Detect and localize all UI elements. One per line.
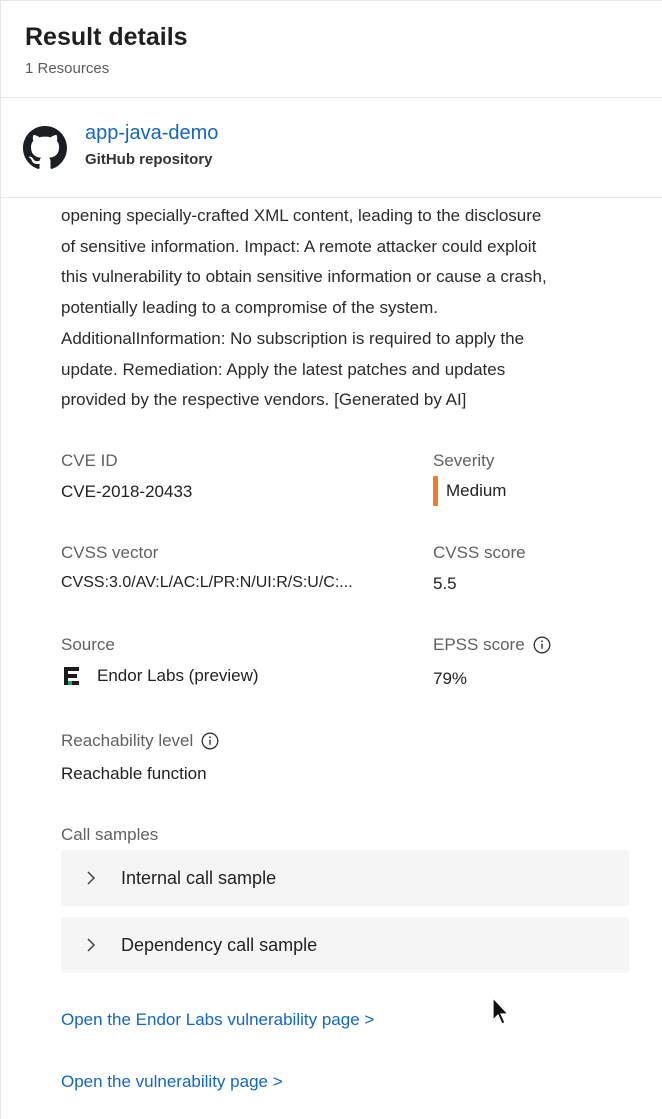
severity-value: [433, 476, 506, 506]
epss-score-label-row: [433, 635, 551, 655]
repository-type: GitHub repository: [85, 151, 213, 168]
vulnerability-page-link[interactable]: Open the vulnerability page >: [61, 1072, 283, 1091]
chevron-right-icon: [85, 870, 97, 886]
cvss-vector-value: CVSS:3.0/AV:L/AC:L/PR:N/UI:R/S:U/C:...: [61, 574, 353, 591]
source-text: Endor Labs (preview): [97, 666, 259, 685]
cvss-score-label: CVSS score: [433, 543, 526, 562]
github-icon: [23, 126, 67, 170]
resources-count: 1 Resources: [25, 60, 110, 77]
info-icon[interactable]: [201, 732, 219, 750]
chevron-right-icon: [85, 937, 97, 953]
panel-title: Result details: [25, 23, 188, 51]
reachability-label-row: [61, 731, 219, 751]
mouse-cursor-icon: [491, 997, 511, 1027]
cvss-score-value: 5.5: [433, 574, 457, 593]
cve-id-label: CVE ID: [61, 451, 118, 470]
severity-label: Severity: [433, 451, 495, 470]
endor-labs-vulnerability-link[interactable]: Open the Endor Labs vulnerability page >: [61, 1010, 375, 1029]
severity-indicator: [433, 476, 438, 506]
epss-score-value: 79%: [433, 669, 468, 688]
internal-call-sample-label: Internal call sample: [121, 867, 277, 888]
reachability-value: Reachable function: [61, 764, 207, 783]
epss-score-label: EPSS score: [433, 635, 525, 654]
dependency-call-sample-label: Dependency call sample: [121, 934, 318, 955]
repository-link[interactable]: app-java-demo: [85, 122, 219, 144]
source-value: [61, 665, 259, 687]
vulnerability-description: opening specially-crafted XML content, leading to the disclosure of sensitive information. Impact: A remote attacker could exploit this vulnerability to obtain sensitive information or cause a crash, potentially leading to a compromise of the system. AdditionalInformation: No subscription is required to apply the update. Remediation: Apply the latest patches and updates provided by the respective vendors. [Generated by AI]: [61, 206, 547, 410]
endor-labs-icon: [61, 665, 83, 687]
call-samples-label: Call samples: [61, 825, 159, 844]
reachability-label: Reachability level: [61, 731, 194, 750]
severity-text: Medium: [446, 481, 507, 500]
dependency-call-sample-expander[interactable]: [61, 917, 629, 973]
resource-row: [1, 98, 662, 198]
internal-call-sample-expander[interactable]: [61, 850, 629, 906]
source-label: Source: [61, 635, 115, 654]
panel-header: [1, 1, 662, 98]
cvss-vector-label: CVSS vector: [61, 543, 159, 562]
cve-id-value: CVE-2018-20433: [61, 482, 193, 501]
info-icon[interactable]: [533, 636, 551, 654]
